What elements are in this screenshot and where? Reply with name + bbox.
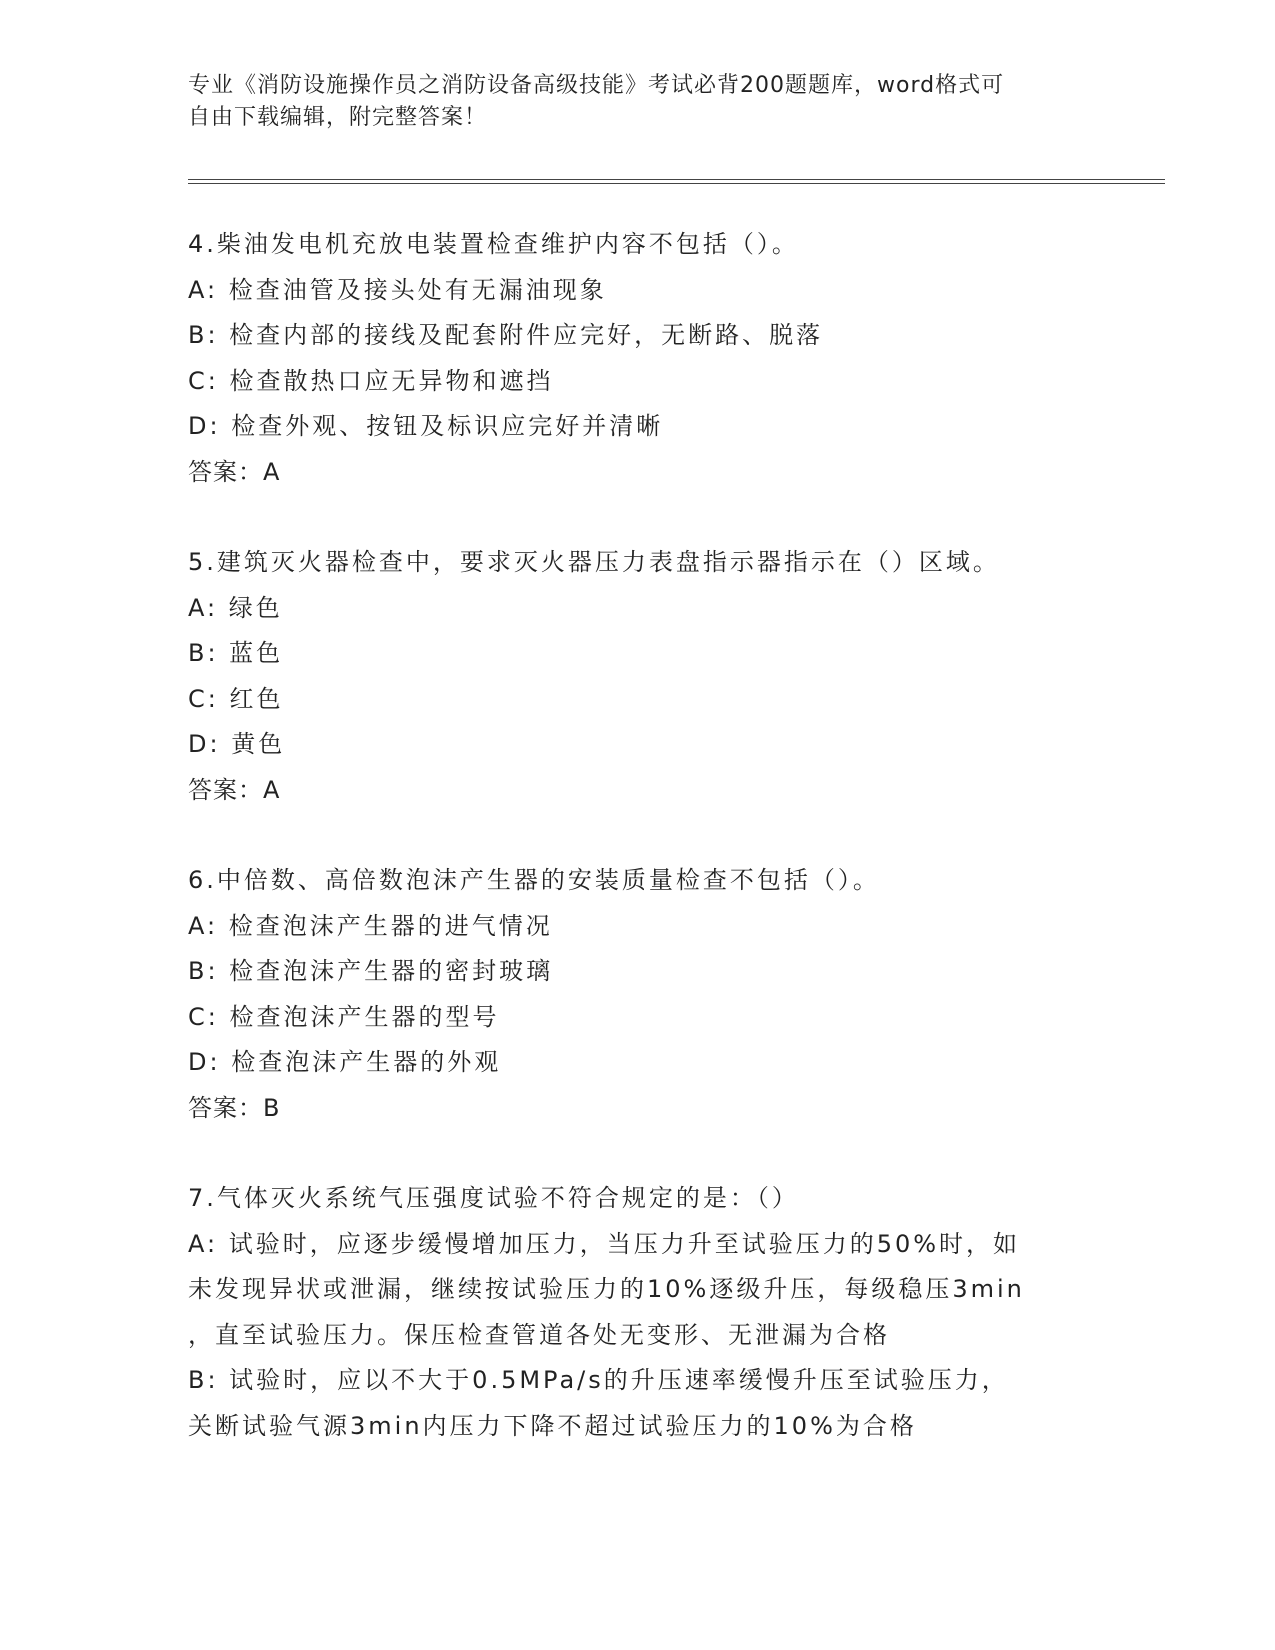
answer-line: 答案：A xyxy=(188,775,281,804)
answer-line: 答案：B xyxy=(188,1093,281,1122)
question-stem: 4.柴油发电机充放电装置检查维护内容不包括（）。 xyxy=(188,230,799,258)
question-item xyxy=(188,858,1088,1131)
option-a-continued: ，直至试验压力。保压检查管道各处无变形、无泄漏为合格 xyxy=(188,1320,890,1349)
option-c: C: 检查散热口应无异物和遮挡 xyxy=(188,366,554,395)
option-b: B: 检查内部的接线及配套附件应完好，无断路、脱落 xyxy=(188,321,824,349)
question-item xyxy=(188,222,1088,495)
option-d: D: 黄色 xyxy=(188,730,286,758)
option-a: A: 绿色 xyxy=(188,593,283,622)
header-divider-bottom xyxy=(188,183,1165,184)
option-b-continued: 关断试验气源3min内压力下降不超过试验压力的10%为合格 xyxy=(188,1411,917,1440)
option-a: A: 检查油管及接头处有无漏油现象 xyxy=(188,275,607,304)
question-stem: 5.建筑灭火器检查中，要求灭火器压力表盘指示器指示在（）区域。 xyxy=(188,548,1000,576)
header-line-2: 自由下载编辑，附完整答案！ xyxy=(188,105,488,130)
option-a: A: 试验时，应逐步缓慢增加压力，当压力升至试验压力的50%时，如 xyxy=(188,1229,1021,1258)
option-c: C: 红色 xyxy=(188,684,284,713)
option-b: B: 蓝色 xyxy=(188,639,284,667)
question-item xyxy=(188,1176,1088,1449)
option-d: D: 检查外观、按钮及标识应完好并清晰 xyxy=(188,412,664,440)
answer-line: 答案：A xyxy=(188,457,281,486)
question-stem: 6.中倍数、高倍数泡沫产生器的安装质量检查不包括（）。 xyxy=(188,866,880,894)
option-a-continued: 未发现异状或泄漏，继续按试验压力的10%逐级升压，每级稳压3min xyxy=(188,1275,1025,1303)
header-divider-top xyxy=(188,179,1165,180)
question-list xyxy=(188,222,1088,1494)
option-c: C: 检查泡沫产生器的型号 xyxy=(188,1002,500,1031)
option-a: A: 检查泡沫产生器的进气情况 xyxy=(188,911,553,940)
option-b: B: 检查泡沫产生器的密封玻璃 xyxy=(188,957,554,985)
question-stem: 7.气体灭火系统气压强度试验不符合规定的是：（） xyxy=(188,1184,799,1212)
option-b: B: 试验时，应以不大于0.5MPa/s的升压速率缓慢升压至试验压力， xyxy=(188,1366,1009,1394)
header-line-1: 专业《消防设施操作员之消防设备高级技能》考试必背200题题库，word格式可 xyxy=(188,73,1005,98)
question-item xyxy=(188,540,1088,813)
document-header xyxy=(188,70,1088,134)
option-d: D: 检查泡沫产生器的外观 xyxy=(188,1048,502,1076)
